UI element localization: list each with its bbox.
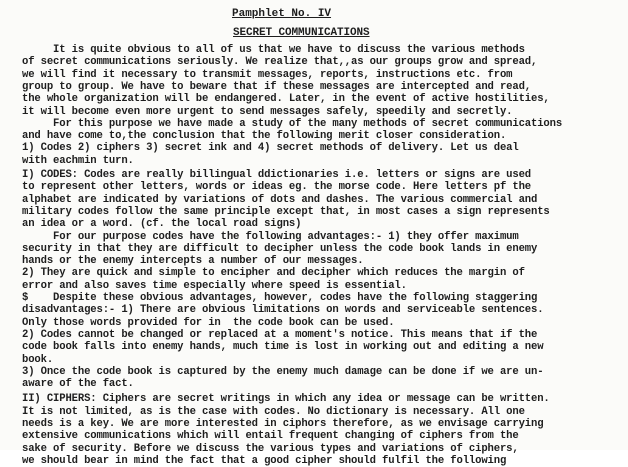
body-text-line: hands or the enemy intercepts a number of our messages. xyxy=(22,255,364,268)
body-text-line: disadvantages:- 1) There are obvious limitations on words and serviceable sentences. xyxy=(22,304,544,317)
body-text-line: book. xyxy=(22,353,54,366)
body-text-line: of secret communications seriously. We realize that,,as our groups grow and spread, xyxy=(22,56,538,69)
body-text-line: group to group. We have to beware that if these messages are intercepted and read, xyxy=(22,80,531,93)
body-text-line: an idea or a word. (cf. the local road signs) xyxy=(22,218,302,231)
body-text-line: extensive communications which will entail frequent changing of ciphers from the xyxy=(22,430,519,443)
document-title: Pamphlet No. IV xyxy=(232,8,332,20)
body-text-line: It is quite obvious to all of us that we have to discuss the various methods xyxy=(22,44,525,56)
body-text-line: military codes follow the same principle except that, in most cases a sign represents xyxy=(22,205,550,218)
body-text-line: It is not limited, as is the case with codes. No dictionary is necessary. All one xyxy=(22,405,525,418)
body-text-line: the whole organization will be endangered. Later, in the event of active hostilities, xyxy=(22,93,550,106)
body-text-line: to represent other letters, words or ideas eg. the morse code. Here letters pf the xyxy=(22,181,531,194)
body-text-line: alphabet are indicated by variations of dots and dashes. The various commercial and xyxy=(22,193,538,206)
body-text-line: it will become even more urgent to send messages safely, speedily and secretly. xyxy=(22,105,513,118)
body-text-line: and have come to,the conclusion that the following merit closer consideration. xyxy=(22,130,507,143)
body-text-line: For this purpose we have made a study of the many methods of secret communications xyxy=(22,117,563,130)
body-text-line: 3) Once the code book is captured by the enemy much damage can be done if we are un- xyxy=(22,365,544,378)
body-text-line: I) CODES: Codes are really billingual ddictionaries i.e. letters or signs are used xyxy=(22,169,531,181)
body-text-line: needs is a key. We are more interested in ciphors therefore, as we envisage carrying xyxy=(22,418,544,430)
body-text-line: 2) Codes cannot be changed or replaced at a moment's notice. This means that if the xyxy=(22,328,538,341)
body-text-line: aware of the fact. xyxy=(22,378,134,391)
body-text-line: Only those words provided for in the code book can be used. xyxy=(22,316,395,329)
body-text-line: 1) Codes 2) ciphers 3) secret ink and 4) secret methods of delivery. Let us deal xyxy=(22,142,519,155)
body-text-line: II) CIPHERS: Ciphers are secret writings in which any idea or message can be written. xyxy=(22,393,550,406)
body-text-line: we will find it necessary to transmit messages, reports, instructions etc. from xyxy=(22,68,513,81)
body-text-line: error and also saves time especially where speed is essential. xyxy=(22,279,407,292)
body-text-line: we should bear in mind the fact that a good cipher should fulfil the following xyxy=(22,454,507,467)
document-subtitle: SECRET COMMUNICATIONS xyxy=(233,27,370,39)
body-text-line: $ Despite these obvious advantages, however, codes have the following staggering xyxy=(22,292,538,304)
body-text-line: 2) They are quick and simple to encipher and decipher which reduces the margin of xyxy=(22,267,525,280)
body-text-line: For our purpose codes have the following advantages:- 1) they offer maximum xyxy=(22,230,519,243)
body-text-line: code book falls into enemy hands, much time is lost in working out and editing a new xyxy=(22,341,544,354)
body-text-line: with eachmin turn. xyxy=(22,154,134,167)
body-text-line: sake of security. Before we discuss the various types and variations of ciphers, xyxy=(22,442,519,455)
body-text-line: security in that they are difficult to decipher unless the code book lands in enemy xyxy=(22,242,538,255)
